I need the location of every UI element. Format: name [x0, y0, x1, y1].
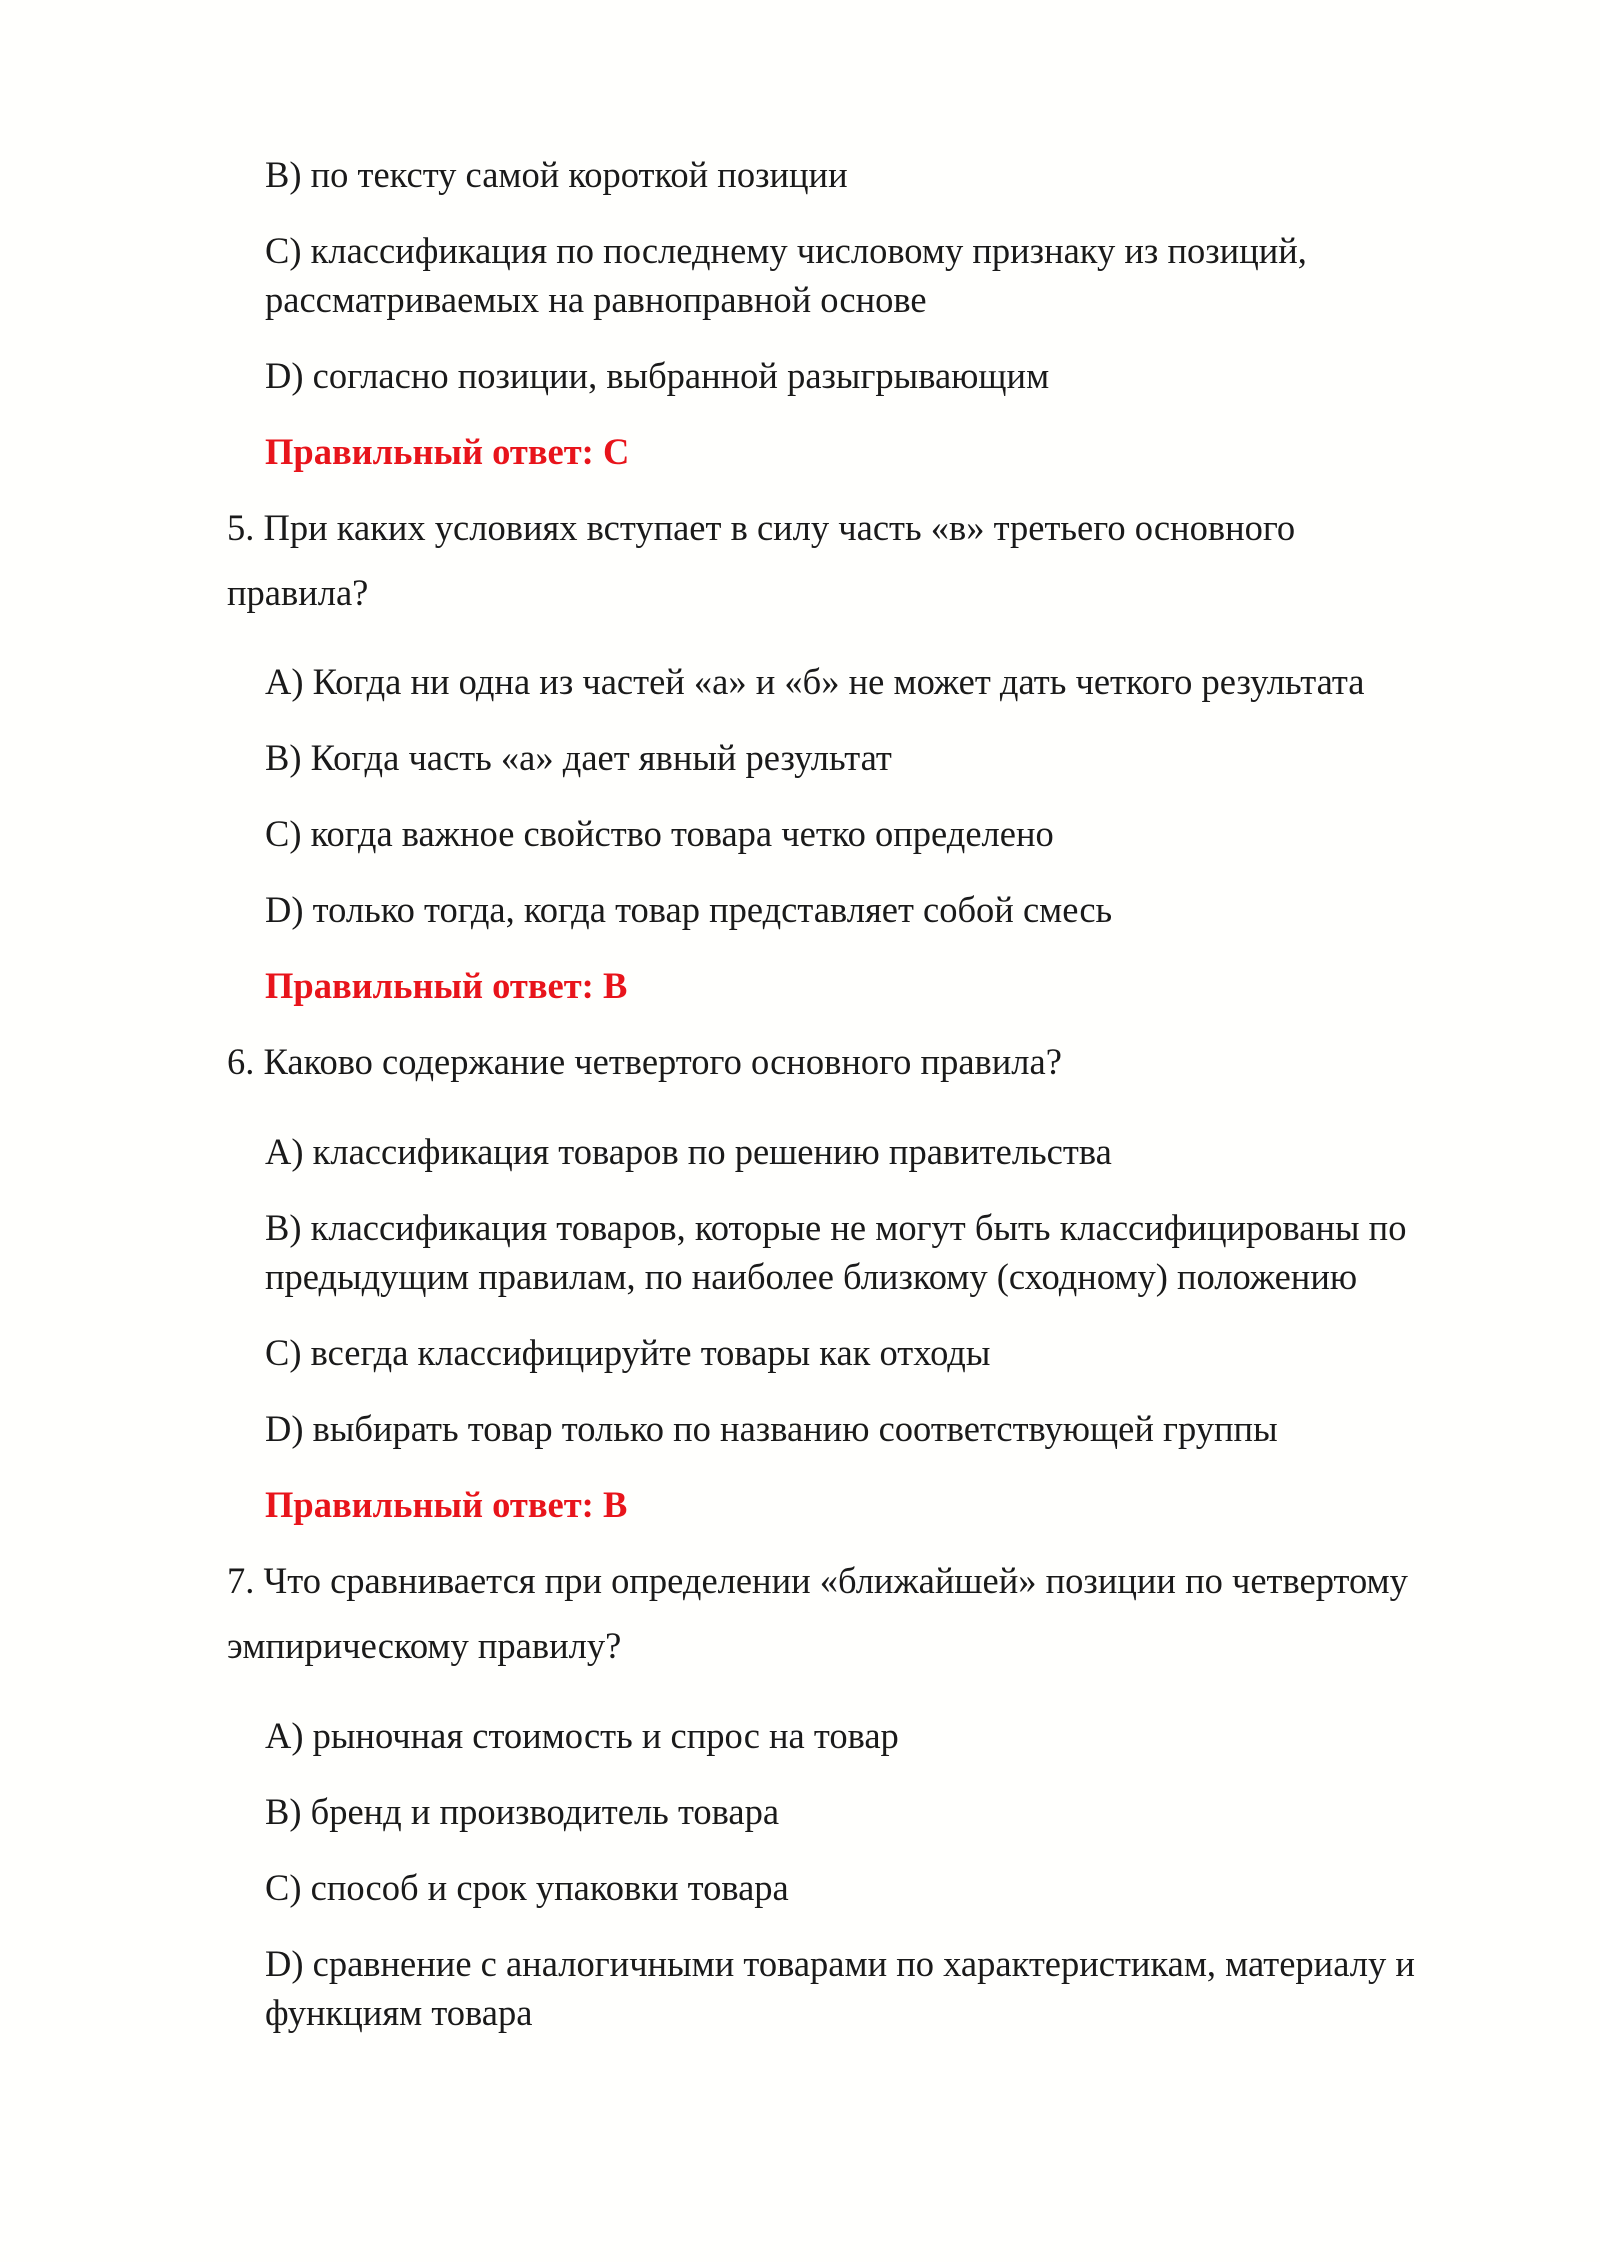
option-b: B) классификация товаров, которые не могут быть классифицированы по: [265, 1207, 1407, 1248]
option-c: C) когда важное свойство товара четко определено: [265, 813, 1054, 854]
option-b: B) по тексту самой короткой позиции: [265, 154, 848, 195]
correct-answer: Правильный ответ: C: [265, 431, 630, 472]
option-d: D) только тогда, когда товар представляет собой смесь: [265, 889, 1113, 930]
option-a: A) Когда ни одна из частей «а» и «б» не может дать четкого результата: [265, 661, 1365, 702]
option-a: A) классификация товаров по решению правительства: [265, 1131, 1112, 1172]
correct-answer: Правильный ответ: B: [265, 1484, 628, 1525]
option-c: C) всегда классифицируйте товары как отходы: [265, 1332, 991, 1373]
question-text: 7. Что сравнивается при определении «ближайшей» позиции по четвертому: [227, 1560, 1408, 1601]
option-d-continuation: функциям товара: [265, 1992, 533, 2033]
option-d: D) согласно позиции, выбранной разыгрывающим: [265, 355, 1050, 396]
option-a: A) рыночная стоимость и спрос на товар: [265, 1715, 899, 1756]
option-b-continuation: предыдущим правилам, по наиболее близкому (сходному) положению: [265, 1256, 1358, 1297]
option-c-continuation: рассматриваемых на равноправной основе: [265, 279, 927, 320]
option-d: D) выбирать товар только по названию соответствующей группы: [265, 1408, 1278, 1449]
question-text-continuation: правила?: [227, 572, 369, 613]
option-b: B) Когда часть «а» дает явный результат: [265, 737, 892, 778]
option-c: C) способ и срок упаковки товара: [265, 1867, 789, 1908]
correct-answer: Правильный ответ: B: [265, 965, 628, 1006]
question-text: 6. Каково содержание четвертого основного правила?: [227, 1041, 1062, 1082]
question-text-continuation: эмпирическому правилу?: [227, 1625, 622, 1666]
option-d: D) сравнение с аналогичными товарами по характеристикам, материалу и: [265, 1943, 1415, 1984]
question-text: 5. При каких условиях вступает в силу часть «в» третьего основного: [227, 507, 1296, 548]
option-b: B) бренд и производитель товара: [265, 1791, 780, 1832]
option-c: C) классификация по последнему числовому признаку из позиций,: [265, 230, 1307, 271]
